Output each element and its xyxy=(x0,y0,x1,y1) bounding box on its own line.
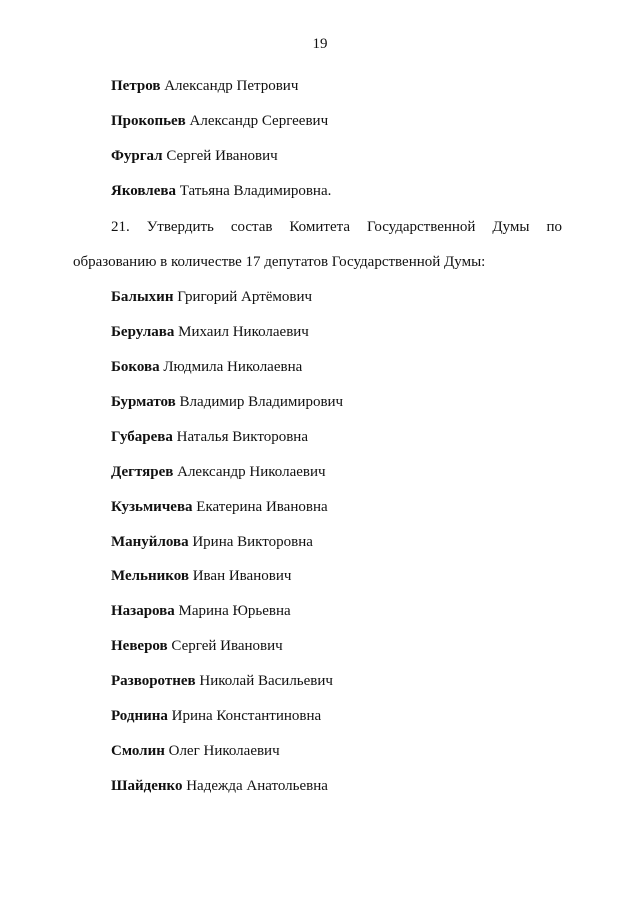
list-item xyxy=(111,743,280,760)
member-name: Владимир Владимирович xyxy=(179,394,344,410)
list-item xyxy=(111,324,309,341)
member-name: Наталья Викторовна xyxy=(176,429,308,445)
item-21-first-line xyxy=(111,219,562,236)
list-item xyxy=(111,568,291,585)
member-name: Михаил Николаевич xyxy=(178,324,309,340)
list-item xyxy=(111,499,328,516)
member-surname: Мануйлова xyxy=(111,534,189,550)
member-surname: Бокова xyxy=(111,359,160,375)
member-name: Александр Петрович xyxy=(164,78,299,94)
member-surname: Назарова xyxy=(111,603,175,619)
member-name: Александр Сергеевич xyxy=(189,113,329,129)
member-name: Людмила Николаевна xyxy=(163,359,303,375)
member-name: Олег Николаевич xyxy=(168,743,280,759)
list-item xyxy=(111,148,278,165)
member-surname: Дегтярев xyxy=(111,464,174,480)
member-name: Григорий Артёмович xyxy=(177,289,313,305)
member-surname: Яковлева xyxy=(111,183,176,199)
page-number: 19 xyxy=(312,36,328,52)
list-item xyxy=(111,359,302,376)
member-name: Надежда Анатольевна xyxy=(186,778,328,794)
item-21-word: состав xyxy=(230,219,273,235)
item-21-word: Комитета xyxy=(289,219,351,235)
item-21-word: Думы xyxy=(492,219,530,235)
member-surname: Губарева xyxy=(111,429,173,445)
item-21-word: Утвердить xyxy=(146,219,214,235)
list-item xyxy=(111,603,291,620)
item-21-word: 21. xyxy=(111,219,130,235)
member-surname: Роднина xyxy=(111,708,168,724)
member-surname: Неверов xyxy=(111,638,168,654)
member-name: Екатерина Ивановна xyxy=(196,499,328,515)
member-surname: Шайденко xyxy=(111,778,183,794)
member-surname: Берулава xyxy=(111,324,175,340)
member-name: Николай Васильевич xyxy=(199,673,333,689)
member-surname: Фургал xyxy=(111,148,163,164)
member-name: Александр Николаевич xyxy=(177,464,326,480)
member-name: Ирина Константиновна xyxy=(171,708,322,724)
item-21-second-line: образованию в количестве 17 депутатов Государственной Думы: xyxy=(73,254,486,270)
item-21-word: по xyxy=(546,219,562,235)
list-item xyxy=(111,464,326,481)
member-surname: Бурматов xyxy=(111,394,176,410)
list-item xyxy=(111,673,333,690)
member-name: Татьяна Владимировна. xyxy=(179,183,332,199)
member-surname: Мельников xyxy=(111,568,189,584)
list-item xyxy=(111,78,298,95)
member-name: Марина Юрьевна xyxy=(178,603,291,619)
member-surname: Разворотнев xyxy=(111,673,196,689)
member-name: Ирина Викторовна xyxy=(192,534,313,550)
list-item xyxy=(111,429,308,446)
item-21-word: Государственной xyxy=(366,219,476,235)
list-item xyxy=(111,534,313,551)
member-surname: Смолин xyxy=(111,743,165,759)
member-name: Иван Иванович xyxy=(192,568,292,584)
list-item xyxy=(111,394,343,411)
member-surname: Петров xyxy=(111,78,161,94)
list-item xyxy=(111,708,321,725)
member-name: Сергей Иванович xyxy=(166,148,278,164)
member-surname: Прокопьев xyxy=(111,113,186,129)
list-item xyxy=(111,183,331,200)
member-surname: Балыхин xyxy=(111,289,174,305)
member-surname: Кузьмичева xyxy=(111,499,193,515)
list-item xyxy=(111,638,283,655)
list-item xyxy=(111,289,312,306)
list-item xyxy=(111,778,328,795)
list-item xyxy=(111,113,328,130)
member-name: Сергей Иванович xyxy=(171,638,283,654)
